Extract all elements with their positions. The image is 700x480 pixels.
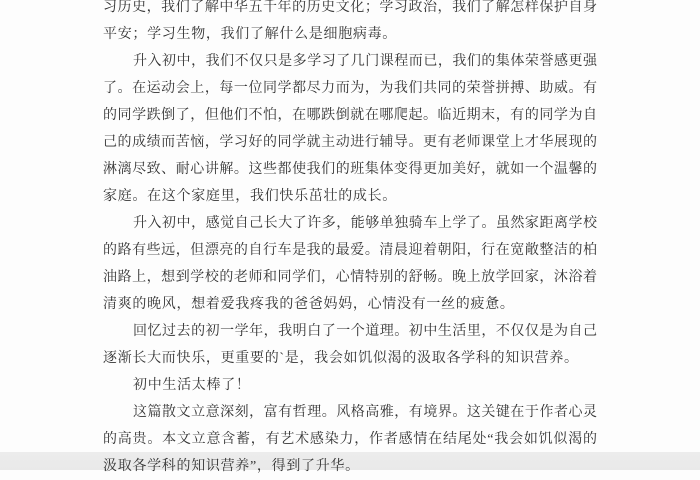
text-line: 油路上，想到学校的老师和同学们，心情特别的舒畅。晚上放学回家，沐浴着 bbox=[103, 270, 597, 285]
text-line: 的路有些远，但漂亮的自行车是我的最爱。清晨迎着朝阳，行在宽敞整洁的柏 bbox=[103, 243, 597, 258]
paragraph bbox=[103, 372, 597, 399]
text-line: 习历史，我们了解中华五千年的历史文化；学习政治，我们了解怎样保护自身 bbox=[103, 0, 597, 15]
text-line: 初中生活太棒了！ bbox=[133, 378, 251, 393]
text-line: 己的成绩而苦恼，学习好的同学就主动进行辅导。更有老师课堂上才华展现的 bbox=[103, 135, 597, 150]
paragraph bbox=[103, 0, 597, 48]
text-line: 清爽的晚风，想着爱我疼我的爸爸妈妈，心情没有一丝的疲惫。 bbox=[103, 297, 515, 312]
text-line: 了。在运动会上，每一位同学都尽力而为，为我们共同的荣誉拼搏、助威。有 bbox=[103, 81, 597, 96]
text-line: 的同学跌倒了，但他们不怕，在哪跌倒就在哪爬起。临近期末，有的同学为自 bbox=[103, 108, 597, 123]
text-line: 回忆过去的初一学年，我明白了一个道理。初中生活里，不仅仅是为自己 bbox=[133, 324, 597, 339]
text-line: 汲取各学科的知识营养”，得到了升华。 bbox=[103, 459, 360, 474]
paragraph bbox=[103, 318, 597, 372]
text-line: 淋漓尽致、耐心讲解。这些都使我们的班集体变得更加美好，就如一个温馨的 bbox=[103, 162, 597, 177]
essay-body bbox=[103, 0, 597, 480]
text-line: 平安；学习生物，我们了解什么是细胞病毒。 bbox=[103, 27, 397, 42]
text-line: 的高贵。本文立意含蓄，有艺术感染力，作者感情在结尾处“我会如饥似渴的 bbox=[103, 432, 597, 447]
text-line: 升入初中，感觉自己长大了许多，能够单独骑车上学了。虽然家距离学校 bbox=[133, 216, 597, 231]
paragraph bbox=[103, 399, 597, 480]
paragraph bbox=[103, 210, 597, 318]
text-line: 升入初中，我们不仅只是多学习了几门课程而已，我们的集体荣誉感更强 bbox=[133, 54, 597, 69]
text-line: 家庭。在这个家庭里，我们快乐茁壮的成长。 bbox=[103, 189, 397, 204]
text-line: 逐渐长大而快乐，更重要的`是，我会如饥似渴的汲取各学科的知识营养。 bbox=[103, 351, 579, 366]
paragraph bbox=[103, 48, 597, 210]
text-line: 这篇散文立意深刻，富有哲理。风格高雅，有境界。这关键在于作者心灵 bbox=[133, 405, 597, 420]
